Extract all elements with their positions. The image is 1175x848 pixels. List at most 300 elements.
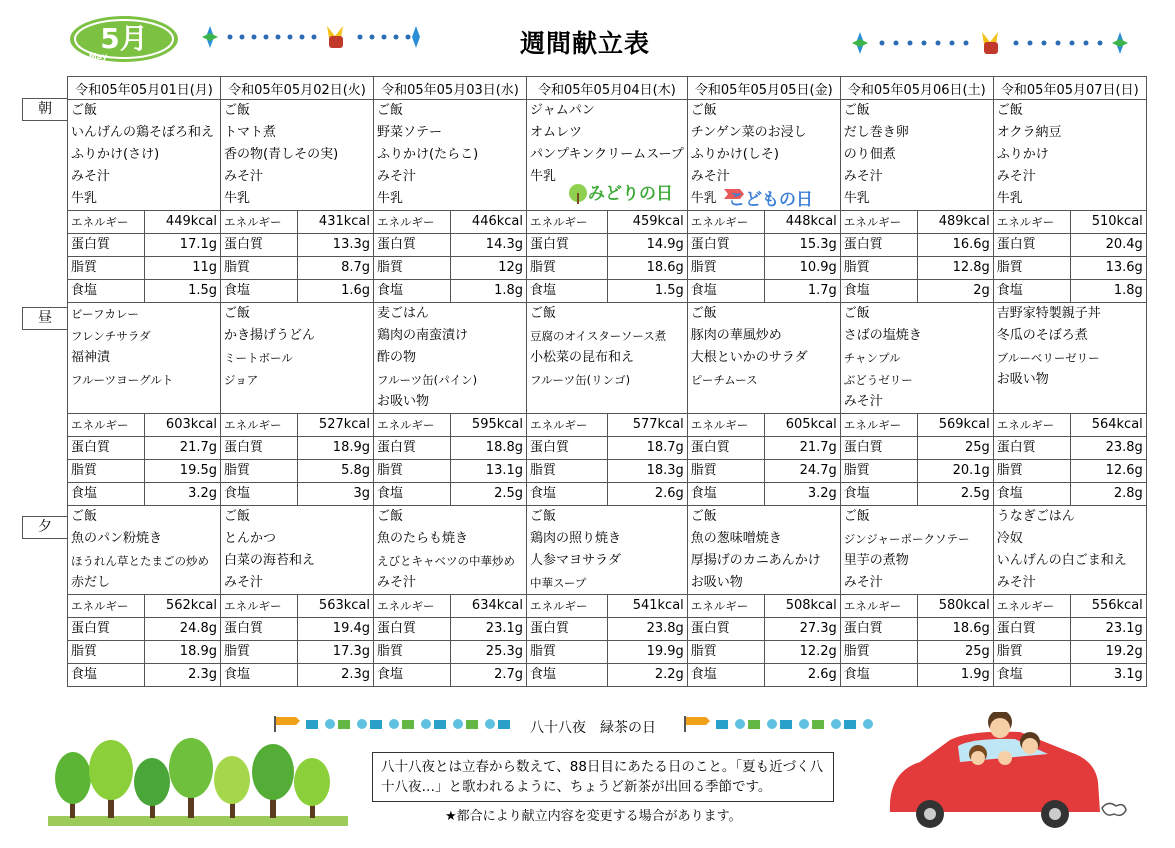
dish-cell: だし巻き卵	[840, 122, 993, 144]
nutrient-label: エネルギー	[993, 211, 1070, 234]
nutrient-label: 蛋白質	[68, 437, 145, 460]
month-en-label: May	[88, 52, 108, 61]
dish-cell: ご飯	[374, 100, 527, 123]
date-header: 令和05年05月07日(日)	[993, 77, 1146, 100]
dish-cell: ふりかけ(さけ)	[68, 144, 221, 166]
nutrition-row	[68, 211, 1147, 234]
nutrient-label: 脂質	[374, 460, 451, 483]
nutrient-value: 20.1g	[917, 460, 993, 483]
dish-cell: ピーチムース	[687, 369, 840, 391]
change-notice: ★都合により献立内容を変更する場合があります。	[445, 809, 742, 824]
dish-cell: 魚の葱味噌焼き	[687, 528, 840, 550]
nutrient-label: 食塩	[374, 664, 451, 687]
nutrient-label: エネルギー	[68, 414, 145, 437]
nutrient-value: 2.3g	[145, 664, 221, 687]
kodomo-stamp-text: こどもの日	[728, 190, 813, 210]
nutrient-value: 1.7g	[764, 280, 840, 303]
dish-cell: 豆腐のオイスターソース煮	[527, 325, 688, 347]
nutrient-label: 脂質	[687, 460, 764, 483]
nutrient-label: 食塩	[374, 280, 451, 303]
nutrient-value: 12.2g	[764, 641, 840, 664]
month-label: 5月	[100, 22, 148, 55]
dish-cell: ご飯	[68, 506, 221, 529]
nutrient-label: 食塩	[68, 280, 145, 303]
kabuto-icon	[327, 26, 343, 48]
nutrition-row	[68, 641, 1147, 664]
nutrient-value: 2.6g	[764, 664, 840, 687]
dish-cell: ご飯	[687, 303, 840, 326]
nutrient-label: エネルギー	[993, 414, 1070, 437]
nutrient-label: 食塩	[68, 664, 145, 687]
nutrient-value: 23.1g	[1070, 618, 1146, 641]
nutrient-value: 580kcal	[917, 595, 993, 618]
nutrient-value: 18.9g	[298, 437, 374, 460]
nutrient-value: 2.5g	[917, 483, 993, 506]
dish-cell: 麦ごはん	[374, 303, 527, 326]
nutrient-value: 24.8g	[145, 618, 221, 641]
trees-illustration	[48, 738, 348, 830]
dish-cell: チャンプル	[840, 347, 993, 369]
nutrient-value: 16.6g	[917, 234, 993, 257]
dish-cell	[993, 391, 1146, 414]
pinwheel-icon	[202, 26, 218, 48]
nutrient-value: 17.1g	[145, 234, 221, 257]
dish-row	[68, 391, 1147, 414]
nutrient-value: 563kcal	[298, 595, 374, 618]
nutrient-label: 食塩	[68, 483, 145, 506]
nutrient-label: 食塩	[840, 483, 917, 506]
nutrient-value: 20.4g	[1070, 234, 1146, 257]
nutrient-value: 18.3g	[607, 460, 687, 483]
note-box: 八十八夜とは立春から数えて、88日目にあたる日のこと。「夏も近づく八十八夜…」と歌われるように、ちょうど新茶が出回る季節です。	[372, 752, 834, 802]
dish-cell: ご飯	[221, 506, 374, 529]
nutrient-value: 13.3g	[298, 234, 374, 257]
nutrient-value: 527kcal	[298, 414, 374, 437]
nutrient-label: 脂質	[993, 641, 1070, 664]
dish-cell: チンゲン菜のお浸し	[687, 122, 840, 144]
pinwheel-icon	[852, 32, 868, 54]
page-title: 週間献立表	[519, 29, 650, 58]
nutrient-value: 595kcal	[451, 414, 527, 437]
nutrient-label: 食塩	[993, 280, 1070, 303]
nutrient-label: 蛋白質	[993, 618, 1070, 641]
nutrient-value: 10.9g	[764, 257, 840, 280]
dish-cell: オクラ納豆	[993, 122, 1146, 144]
nutrient-value: 13.1g	[451, 460, 527, 483]
nutrition-row	[68, 414, 1147, 437]
nutrient-value: 12.8g	[917, 257, 993, 280]
nutrient-value: 23.1g	[451, 618, 527, 641]
nutrient-value: 19.9g	[607, 641, 687, 664]
nutrient-label: エネルギー	[527, 211, 608, 234]
nutrient-value: 449kcal	[145, 211, 221, 234]
nutrient-value: 14.9g	[607, 234, 687, 257]
dish-cell: ぶどうゼリー	[840, 369, 993, 391]
dish-cell: 人参マヨサラダ	[527, 550, 688, 572]
dish-cell: みそ汁	[221, 572, 374, 595]
dish-cell: 酢の物	[374, 347, 527, 369]
nutrient-label: 食塩	[221, 483, 298, 506]
dish-cell: みそ汁	[840, 572, 993, 595]
nutrient-value: 23.8g	[1070, 437, 1146, 460]
nutrient-label: 食塩	[221, 664, 298, 687]
nutrient-value: 14.3g	[451, 234, 527, 257]
dish-cell: みそ汁	[840, 391, 993, 414]
dish-cell: 冬瓜のそぼろ煮	[993, 325, 1146, 347]
nutrient-label: 蛋白質	[527, 618, 608, 641]
dish-cell: ご飯	[840, 100, 993, 123]
dish-row	[68, 369, 1147, 391]
nutrient-label: エネルギー	[221, 211, 298, 234]
dish-row	[68, 100, 1147, 123]
nutrient-label: 食塩	[840, 280, 917, 303]
dish-cell: オムレツ	[527, 122, 688, 144]
date-header-row	[68, 77, 1147, 100]
dish-cell	[68, 391, 221, 414]
dish-cell: ビーフカレー	[68, 303, 221, 326]
nutrient-label: 脂質	[687, 641, 764, 664]
dish-cell: 白菜の海苔和え	[221, 550, 374, 572]
nutrient-label: 脂質	[993, 257, 1070, 280]
nutrient-label: エネルギー	[374, 595, 451, 618]
dish-cell: ふりかけ	[993, 144, 1146, 166]
nutrient-value: 448kcal	[764, 211, 840, 234]
nutrient-value: 15.3g	[764, 234, 840, 257]
nutrient-value: 2.8g	[1070, 483, 1146, 506]
nutrient-label: 脂質	[527, 641, 608, 664]
dish-cell: 牛乳	[221, 188, 374, 211]
nutrient-value: 3g	[298, 483, 374, 506]
dish-cell: ほうれん草とたまごの炒め	[68, 550, 221, 572]
dish-row	[68, 325, 1147, 347]
nutrient-label: 食塩	[687, 664, 764, 687]
dish-cell: うなぎごはん	[993, 506, 1146, 529]
nutrient-label: エネルギー	[687, 211, 764, 234]
nutrient-value: 556kcal	[1070, 595, 1146, 618]
dish-cell: みそ汁	[374, 572, 527, 595]
dish-cell: ブルーベリーゼリー	[993, 347, 1146, 369]
dish-cell: 牛乳	[68, 188, 221, 211]
nutrient-label: 蛋白質	[840, 234, 917, 257]
nutrient-label: 脂質	[374, 641, 451, 664]
nutrient-label: エネルギー	[374, 414, 451, 437]
date-header: 令和05年05月01日(月)	[68, 77, 221, 100]
nutrient-value: 12g	[451, 257, 527, 280]
nutrient-value: 19.2g	[1070, 641, 1146, 664]
nutrient-value: 13.6g	[1070, 257, 1146, 280]
nutrient-value: 11g	[145, 257, 221, 280]
nutrient-value: 1.8g	[1070, 280, 1146, 303]
dish-cell: お吸い物	[374, 391, 527, 414]
nutrient-value: 603kcal	[145, 414, 221, 437]
nutrient-label: 食塩	[993, 664, 1070, 687]
dish-cell: 福神漬	[68, 347, 221, 369]
dish-cell: みそ汁	[68, 166, 221, 188]
nutrient-label: 蛋白質	[993, 437, 1070, 460]
nutrient-value: 25.3g	[451, 641, 527, 664]
garland-left	[202, 22, 422, 52]
koinobori-icon	[306, 719, 510, 729]
dish-cell: のり佃煮	[840, 144, 993, 166]
nutrient-label: エネルギー	[68, 211, 145, 234]
menu-table	[67, 76, 1147, 687]
dish-cell: フルーツヨーグルト	[68, 369, 221, 391]
family-car-illustration	[880, 712, 1130, 832]
nutrient-label: 蛋白質	[374, 618, 451, 641]
nutrient-value: 1.6g	[298, 280, 374, 303]
nutrient-value: 25g	[917, 641, 993, 664]
dish-cell: さばの塩焼き	[840, 325, 993, 347]
dish-cell: 冷奴	[993, 528, 1146, 550]
nutrient-label: 食塩	[527, 664, 608, 687]
nutrient-value: 23.8g	[607, 618, 687, 641]
nutrient-value: 562kcal	[145, 595, 221, 618]
nutrient-value: 18.6g	[607, 257, 687, 280]
nutrient-label: 蛋白質	[221, 618, 298, 641]
nutrient-label: エネルギー	[68, 595, 145, 618]
nutrient-value: 577kcal	[607, 414, 687, 437]
dish-cell: ふりかけ(たらこ)	[374, 144, 527, 166]
koinobori-garland-left	[272, 714, 524, 734]
nutrient-value: 17.3g	[298, 641, 374, 664]
nutrient-label: 脂質	[374, 257, 451, 280]
nutrient-value: 21.7g	[764, 437, 840, 460]
nutrient-label: 脂質	[221, 460, 298, 483]
nutrient-label: 脂質	[840, 257, 917, 280]
nutrition-row	[68, 280, 1147, 303]
nutrient-value: 541kcal	[607, 595, 687, 618]
nutrition-row	[68, 618, 1147, 641]
dish-cell: いんげんの鶏そぼろ和え	[68, 122, 221, 144]
dish-cell: 魚のパン粉焼き	[68, 528, 221, 550]
dish-cell: フレンチサラダ	[68, 325, 221, 347]
date-header: 令和05年05月02日(火)	[221, 77, 374, 100]
dish-cell: ご飯	[840, 506, 993, 529]
dish-cell: 吉野家特製親子丼	[993, 303, 1146, 326]
date-header: 令和05年05月06日(土)	[840, 77, 993, 100]
midori-stamp-text: みどりの日	[588, 184, 673, 204]
dish-cell: ご飯	[687, 506, 840, 529]
nutrient-value: 431kcal	[298, 211, 374, 234]
dish-cell: みそ汁	[221, 166, 374, 188]
nutrient-label: 脂質	[527, 257, 608, 280]
nutrient-value: 1.9g	[917, 664, 993, 687]
nutrient-value: 18.9g	[145, 641, 221, 664]
nutrient-value: 459kcal	[607, 211, 687, 234]
nutrient-label: 脂質	[527, 460, 608, 483]
dish-cell	[527, 391, 688, 414]
dish-cell: 牛乳	[687, 188, 840, 211]
nutrient-value: 19.5g	[145, 460, 221, 483]
nutrient-value: 8.7g	[298, 257, 374, 280]
nutrient-value: 605kcal	[764, 414, 840, 437]
nutrient-value: 2.5g	[451, 483, 527, 506]
dish-cell: えびとキャベツの中華炒め	[374, 550, 527, 572]
nutrient-value: 2.7g	[451, 664, 527, 687]
nutrient-label: 脂質	[221, 257, 298, 280]
dish-cell: みそ汁	[374, 166, 527, 188]
nutrient-value: 12.6g	[1070, 460, 1146, 483]
nutrient-value: 18.6g	[917, 618, 993, 641]
dish-cell: 中華スープ	[527, 572, 688, 595]
nutrition-row	[68, 437, 1147, 460]
nutrient-value: 564kcal	[1070, 414, 1146, 437]
dish-cell: 牛乳	[840, 188, 993, 211]
nutrient-label: 脂質	[993, 460, 1070, 483]
nutrition-row	[68, 664, 1147, 687]
dish-cell: ご飯	[687, 100, 840, 123]
nutrient-label: 食塩	[527, 483, 608, 506]
dish-cell: ご飯	[221, 100, 374, 123]
nutrient-label: エネルギー	[840, 414, 917, 437]
dish-cell: 大根といかのサラダ	[687, 347, 840, 369]
nutrition-row	[68, 257, 1147, 280]
dish-cell: 牛乳	[993, 188, 1146, 211]
kodomo-stamp	[724, 184, 830, 210]
dish-cell: みそ汁	[687, 166, 840, 188]
nutrient-value: 2.6g	[607, 483, 687, 506]
nutrient-label: エネルギー	[527, 595, 608, 618]
nutrient-label: エネルギー	[221, 414, 298, 437]
dish-cell: ご飯	[993, 100, 1146, 123]
nutrient-label: 脂質	[840, 641, 917, 664]
dish-cell: みそ汁	[840, 166, 993, 188]
nutrient-label: エネルギー	[527, 414, 608, 437]
dish-cell: 小松菜の昆布和え	[527, 347, 688, 369]
nutrient-label: 食塩	[687, 483, 764, 506]
dish-cell: ふりかけ(しそ)	[687, 144, 840, 166]
nutrient-value: 27.3g	[764, 618, 840, 641]
date-header: 令和05年05月05日(金)	[687, 77, 840, 100]
dish-cell: 野菜ソテー	[374, 122, 527, 144]
nutrient-label: 蛋白質	[527, 234, 608, 257]
midori-stamp	[568, 177, 680, 205]
dish-row	[68, 122, 1147, 144]
nutrient-label: 食塩	[374, 483, 451, 506]
nutrient-label: 食塩	[993, 483, 1070, 506]
koinobori-icon	[716, 719, 873, 729]
nutrient-value: 18.7g	[607, 437, 687, 460]
nutrient-label: エネルギー	[687, 595, 764, 618]
dish-cell: 里芋の煮物	[840, 550, 993, 572]
dish-row	[68, 572, 1147, 595]
nutrient-value: 24.7g	[764, 460, 840, 483]
dish-cell	[221, 391, 374, 414]
dish-cell: ご飯	[840, 303, 993, 326]
nutrient-label: 脂質	[68, 257, 145, 280]
nutrient-label: エネルギー	[221, 595, 298, 618]
meal-label-dinner: 夕	[22, 516, 68, 539]
meal-label-breakfast: 朝	[22, 98, 68, 121]
dish-cell: みそ汁	[993, 166, 1146, 188]
nutrient-value: 1.8g	[451, 280, 527, 303]
nutrient-value: 569kcal	[917, 414, 993, 437]
nutrient-label: 蛋白質	[840, 437, 917, 460]
nutrient-label: 蛋白質	[527, 437, 608, 460]
dish-cell	[687, 391, 840, 414]
dish-cell: 厚揚げのカニあんかけ	[687, 550, 840, 572]
dish-cell: 牛乳	[374, 188, 527, 211]
nutrient-value: 18.8g	[451, 437, 527, 460]
nutrient-value: 5.8g	[298, 460, 374, 483]
nutrient-label: 蛋白質	[840, 618, 917, 641]
nutrient-value: 3.2g	[764, 483, 840, 506]
dish-cell: ミートボール	[221, 347, 374, 369]
nutrient-value: 634kcal	[451, 595, 527, 618]
nutrient-value: 2g	[917, 280, 993, 303]
dish-cell: ジンジャーポークソテー	[840, 528, 993, 550]
nutrient-value: 508kcal	[764, 595, 840, 618]
dish-cell: フルーツ缶(リンゴ)	[527, 369, 688, 391]
dish-cell: お吸い物	[687, 572, 840, 595]
nutrient-label: エネルギー	[687, 414, 764, 437]
nutrition-row	[68, 460, 1147, 483]
dish-cell: 豚肉の華風炒め	[687, 325, 840, 347]
nutrient-label: 蛋白質	[687, 437, 764, 460]
nutrient-value: 1.5g	[607, 280, 687, 303]
nutrient-value: 489kcal	[917, 211, 993, 234]
nutrient-label: エネルギー	[840, 211, 917, 234]
dish-cell: 鶏肉の照り焼き	[527, 528, 688, 550]
nutrient-label: エネルギー	[374, 211, 451, 234]
nutrient-label: 蛋白質	[687, 234, 764, 257]
nutrient-label: 蛋白質	[68, 234, 145, 257]
nutrient-label: 脂質	[221, 641, 298, 664]
nutrient-value: 25g	[917, 437, 993, 460]
nutrient-value: 3.2g	[145, 483, 221, 506]
date-header: 令和05年05月04日(木)	[527, 77, 688, 100]
nutrient-label: 蛋白質	[221, 234, 298, 257]
nutrition-row	[68, 483, 1147, 506]
dish-cell: ご飯	[527, 303, 688, 326]
nutrient-label: 脂質	[68, 641, 145, 664]
nutrient-value: 2.3g	[298, 664, 374, 687]
dish-cell: 牛乳	[527, 166, 688, 188]
dish-cell: フルーツ缶(パイン)	[374, 369, 527, 391]
nutrition-row	[68, 595, 1147, 618]
nutrient-label: 脂質	[687, 257, 764, 280]
dish-cell: ご飯	[221, 303, 374, 326]
nutrient-value: 19.4g	[298, 618, 374, 641]
nutrient-value: 510kcal	[1070, 211, 1146, 234]
nutrient-label: 蛋白質	[68, 618, 145, 641]
nutrient-label: 蛋白質	[374, 234, 451, 257]
nutrient-label: 蛋白質	[221, 437, 298, 460]
dish-row	[68, 550, 1147, 572]
nutrient-label: 食塩	[527, 280, 608, 303]
nutrient-label: 脂質	[840, 460, 917, 483]
dish-cell: 鶏肉の南蛮漬け	[374, 325, 527, 347]
dish-cell: みそ汁	[993, 572, 1146, 595]
dish-cell: いんげんの白ごま和え	[993, 550, 1146, 572]
dish-cell: ご飯	[68, 100, 221, 123]
nutrient-label: 蛋白質	[687, 618, 764, 641]
nutrient-value: 3.1g	[1070, 664, 1146, 687]
dish-row	[68, 303, 1147, 326]
dish-cell: パンプキンクリームスープ	[527, 144, 688, 166]
nutrient-value: 446kcal	[451, 211, 527, 234]
nutrient-label: エネルギー	[840, 595, 917, 618]
garland-right	[852, 28, 1128, 58]
month-badge	[68, 14, 180, 64]
dish-cell: ジョア	[221, 369, 374, 391]
event-label: 八十八夜 緑茶の日	[530, 720, 656, 736]
dish-cell: かき揚げうどん	[221, 325, 374, 347]
nutrient-label: 脂質	[68, 460, 145, 483]
dish-row	[68, 144, 1147, 166]
dish-row	[68, 528, 1147, 550]
kabuto-icon	[982, 32, 998, 54]
